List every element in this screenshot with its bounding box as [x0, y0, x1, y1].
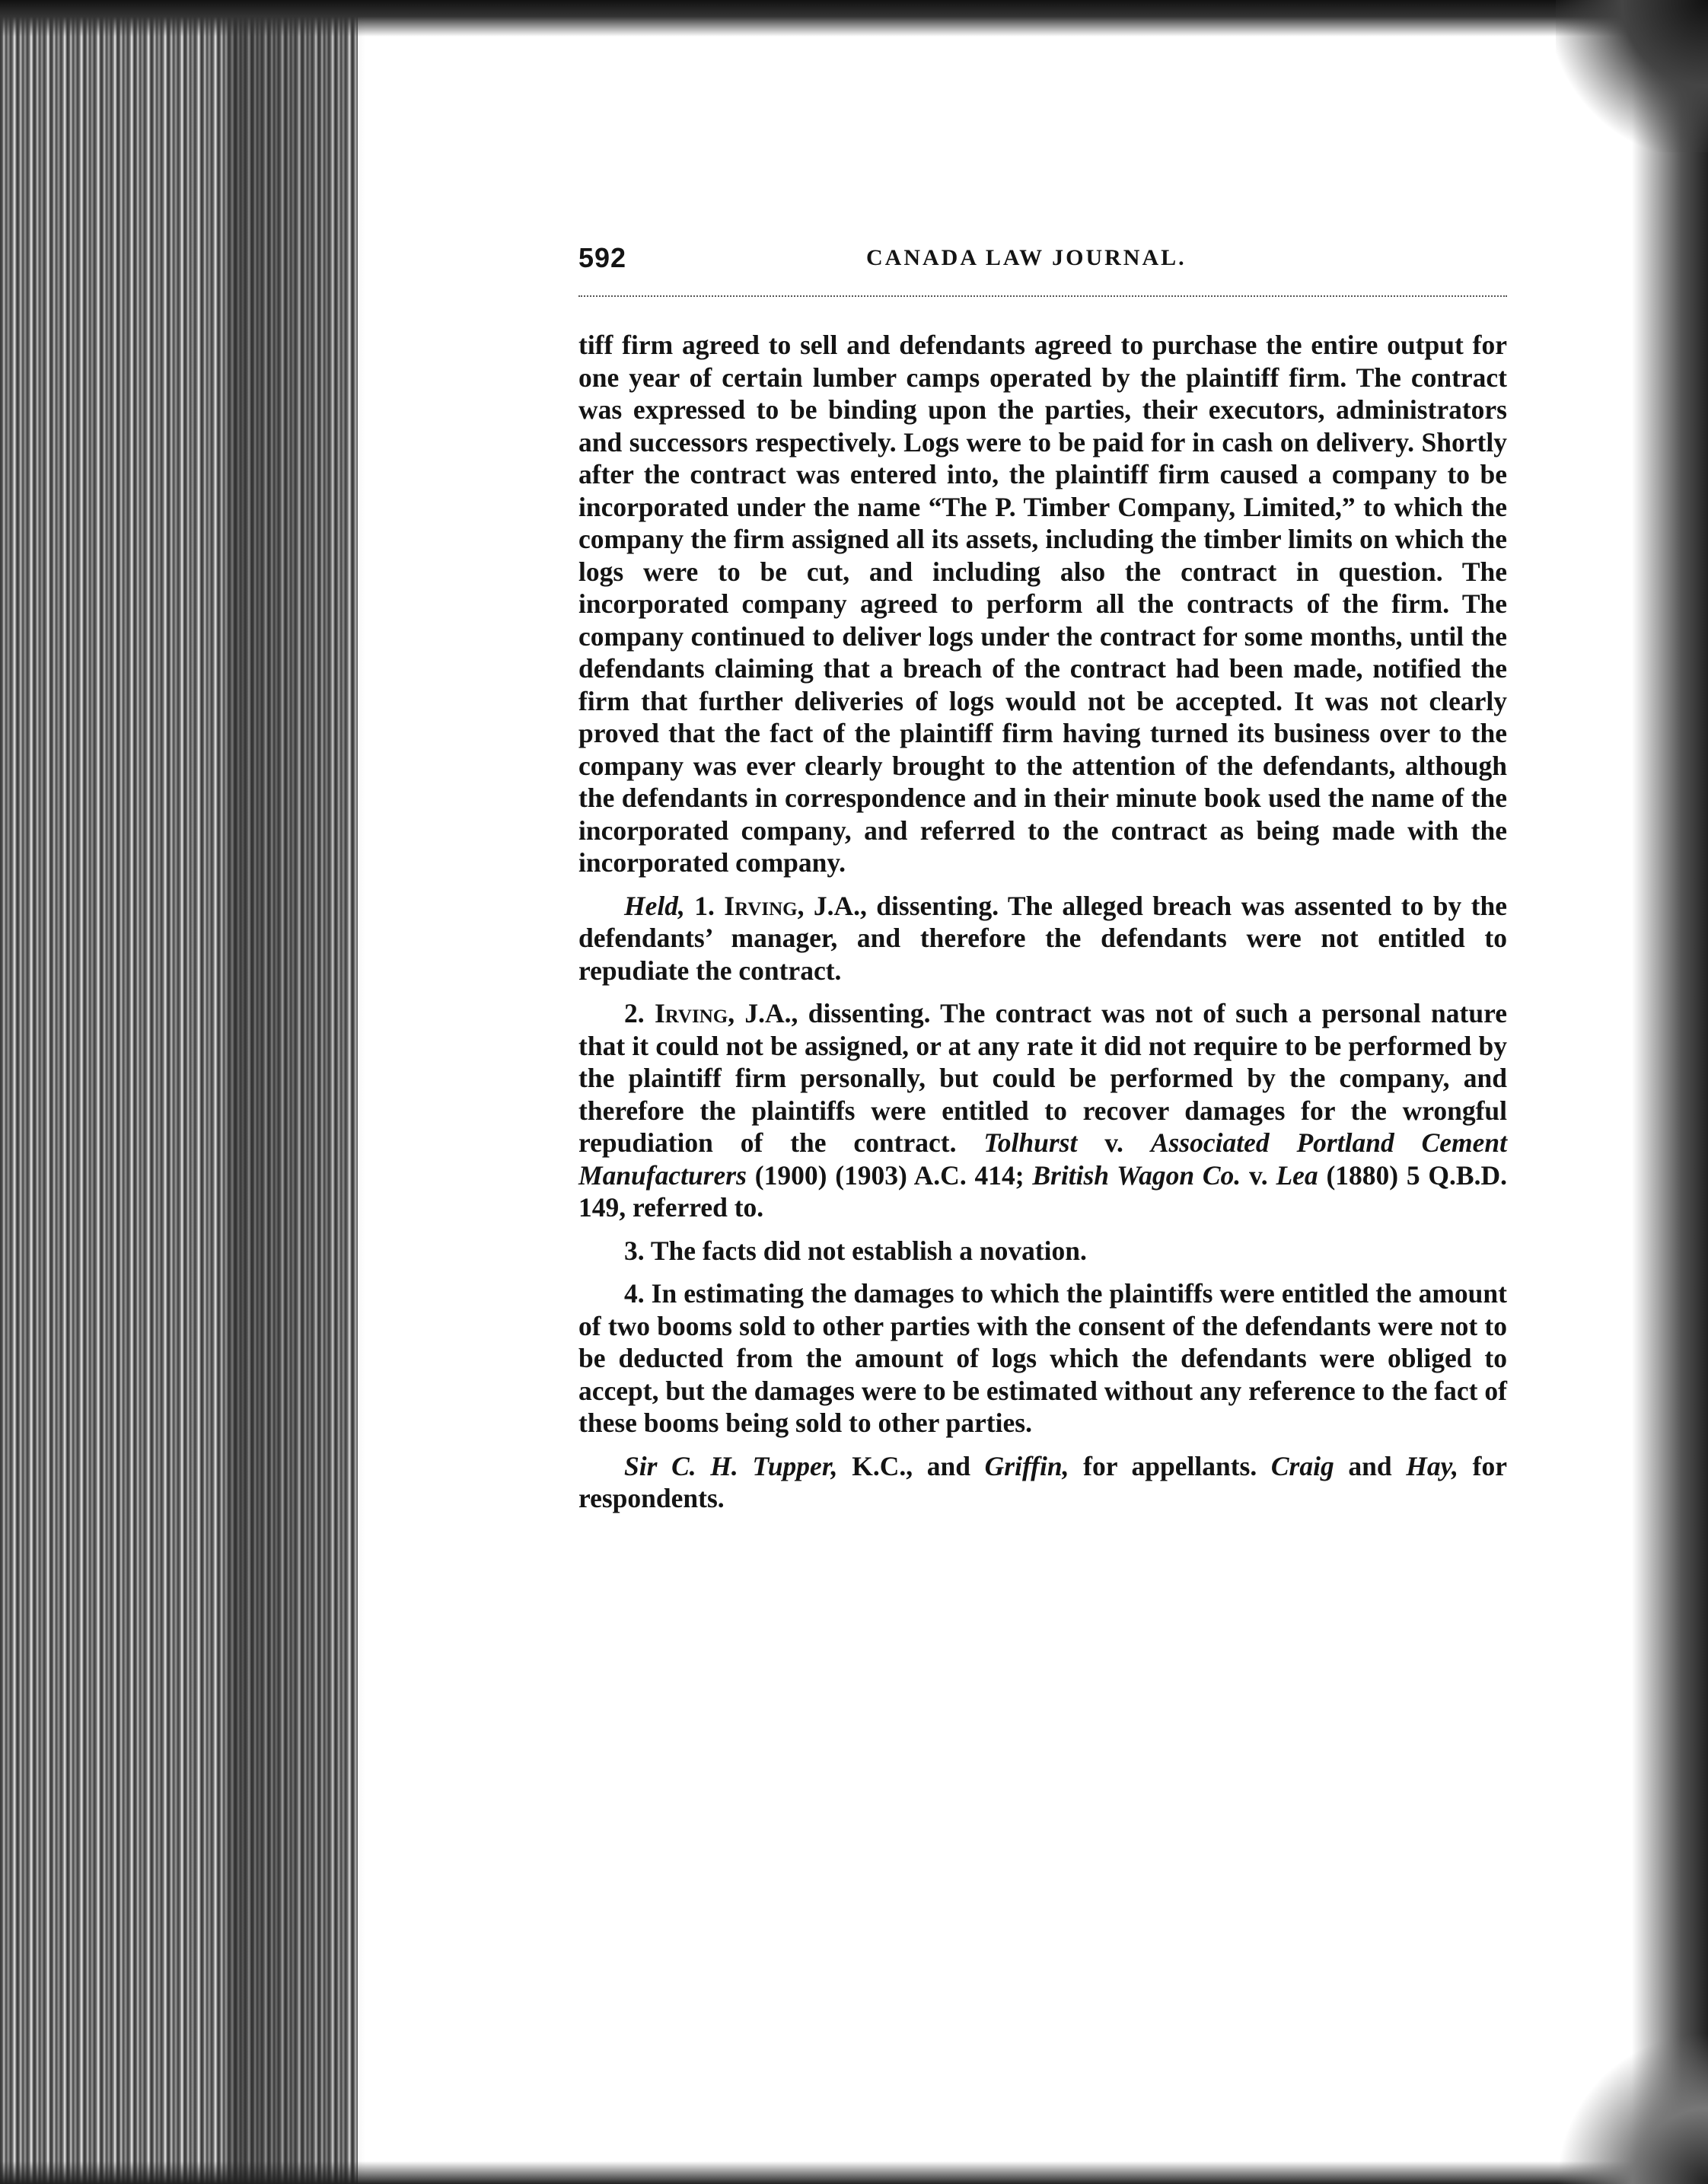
paragraph-held-4: 4. In estimating the damages to which the plaintiffs were entitled the amount of two booms sold to other parties with the consent of the defendants were not to be deducted from the amount of logs which the defendants were obliged to accept, but the damages were to be estimated without any reference to the fact of these booms being sold to other parties.	[578, 1278, 1507, 1438]
counsel-kc: K.C., and	[837, 1450, 985, 1481]
held-2-text: , J.A., dissenting. The contract was not of such a personal nature that it could not be assigned, or at any rate it did not require to be performed by the plaintiff firm personally, but could be performed by the company, and therefore the plaintiffs were entitled to recover damages for the wrongful repudiation of the contract.	[578, 998, 1507, 1158]
top-right-corner-shadow	[1556, 0, 1708, 152]
running-head	[578, 242, 1507, 283]
page-content	[578, 242, 1507, 1515]
case-1-party-b: Associated Portland Cement Manufacturers	[578, 1127, 1507, 1191]
held-1-text: , J.A., dissenting. The alleged breach was assented to by the defendants’ manager, and therefore the defendants were not entitled to repudiate the contract.	[578, 890, 1507, 986]
case-2-versus: v.	[1241, 1159, 1276, 1191]
header-rule	[578, 295, 1507, 297]
for-appellants: for appellants.	[1069, 1450, 1271, 1481]
counsel-2: Griffin,	[984, 1450, 1069, 1481]
held-label: Held,	[624, 890, 685, 921]
judge-name: Irving	[724, 890, 798, 921]
counsel-3: Craig	[1270, 1450, 1334, 1481]
paragraph-facts: tiff firm agreed to sell and defendants agreed to purchase the entire output for one year of certain lumber camps operated by the plaintiff firm. The contract was expressed to be binding upon the parties, their executors, administrators and successors respectively. Logs were to be paid for in cash on delivery. Shortly after the contract was entered into, the plaintiff firm caused a company to be incorporated under the name “The P. Timber Company, Limited,” to which the company the firm assigned all its assets, including the timber limits on which the logs were to be cut, and including also the contract in question. The incorporated company agreed to perform all the contracts of the firm. The company continued to deliver logs under the contract for some months, until the defendants claiming that a breach of the contract had been made, notified the firm that further deliveries of logs would not be accepted. It was not clearly proved that the fact of the plaintiff firm having turned its business over to the company was ever clearly brought to the attention of the defendants, although the defendants in correspondence and in their minute book used the name of the incorporated company, and referred to the contract as being made with the incorporated company.	[578, 330, 1507, 878]
judge-name-2: Irving	[654, 998, 728, 1028]
held-number: 1.	[684, 890, 725, 921]
case-1-party-a: Tolhurst	[983, 1127, 1078, 1158]
case-2-party-b: Lea	[1276, 1159, 1318, 1191]
top-scan-edge	[0, 0, 1708, 37]
for-respondents: for respondents.	[578, 1450, 1507, 1513]
page-number: 592	[578, 242, 627, 273]
paragraph-held-2	[578, 997, 1507, 1224]
held-2-number: 2.	[624, 998, 655, 1028]
right-scan-edge	[1632, 0, 1708, 2184]
paragraph-held-1	[578, 890, 1507, 987]
journal-title: CANADA LAW JOURNAL.	[866, 245, 1187, 270]
bottom-right-corner-shadow	[1556, 2032, 1708, 2184]
paragraph-counsel	[578, 1450, 1507, 1515]
case-1-versus: v.	[1077, 1127, 1151, 1158]
counsel-and: and	[1334, 1450, 1407, 1481]
case-2-party-a: British Wagon Co.	[1032, 1159, 1241, 1191]
case-1-citation: (1900) (1903) A.C. 414;	[746, 1159, 1033, 1191]
counsel-1: Sir C. H. Tupper,	[624, 1450, 838, 1481]
bottom-scan-edge	[0, 2161, 1708, 2184]
paragraph-held-3: 3. The facts did not establish a novation.	[624, 1235, 1087, 1266]
case-2-citation: (1880) 5 Q.B.D. 149, referred to.	[578, 1159, 1507, 1223]
counsel-4: Hay,	[1406, 1450, 1458, 1481]
gutter-shadow	[228, 0, 365, 2184]
